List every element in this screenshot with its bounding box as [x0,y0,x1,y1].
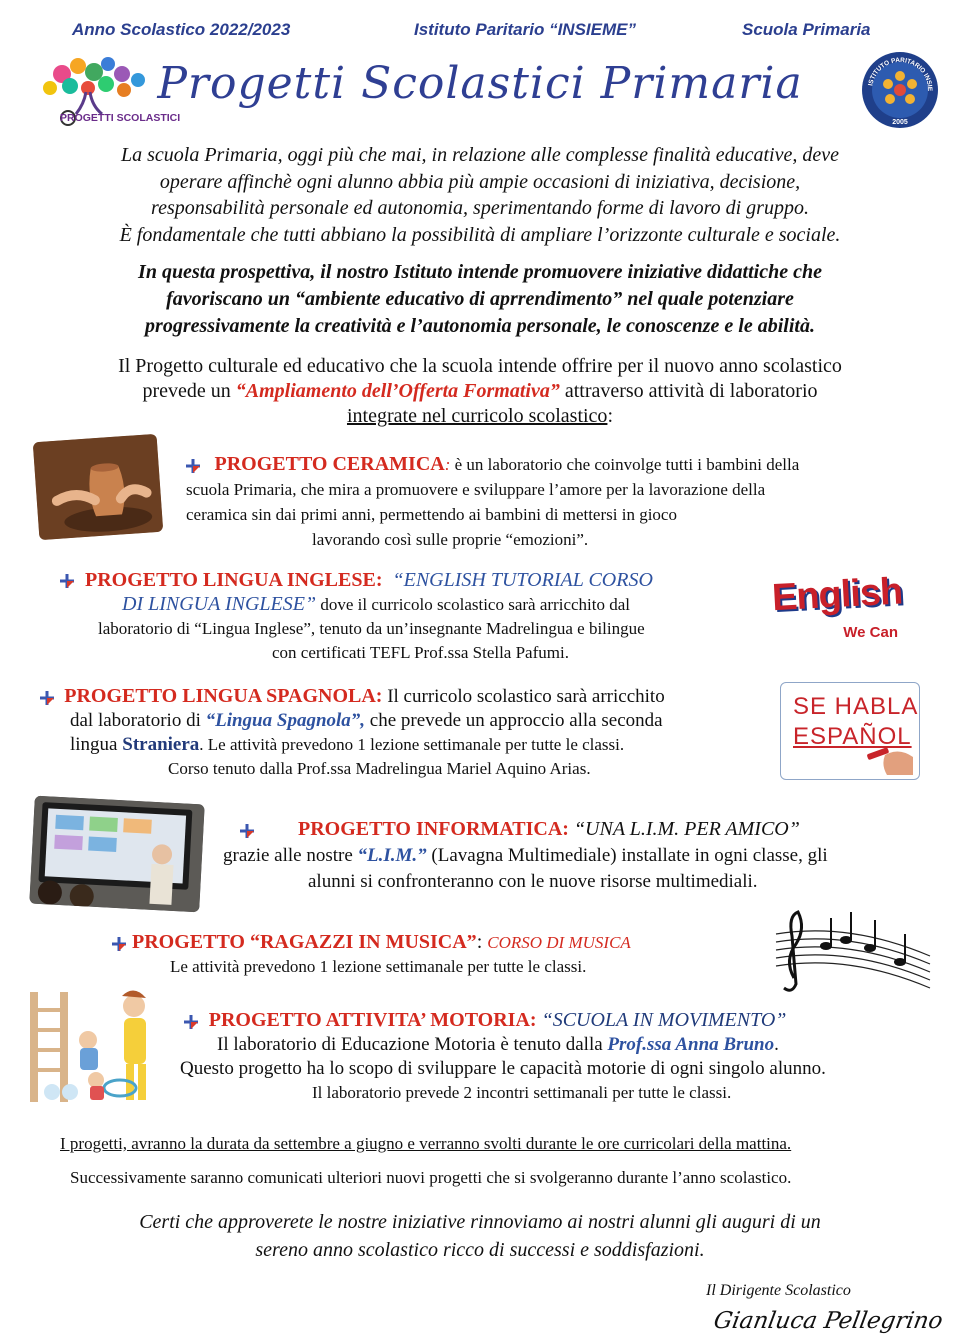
statement-line: progressivamente la creatività e l’autonomia personale, le conoscenze e le abilità. [145,315,815,337]
motoria-highlight: Prof.ssa Anna Bruno [607,1034,775,1055]
offer-line: Il Progetto culturale ed educativo che la scuola intende offrire per il nuovo anno scolastico [118,355,842,377]
informatica-title: PROGETTO INFORMATICA: [298,818,569,840]
inglese-line: laboratorio di “Lingua Inglese”, tenuto da un’insegnante Madrelingua e bilingue [98,619,645,638]
principal-signature: Gianluca Pellegrino [711,1308,945,1334]
wishes-paragraph [0,1208,960,1264]
inglese-title: PROGETTO LINGUA INGLESE: [85,569,383,591]
wishes-line: sereno anno scolastico ricco di successi e soddisfazioni. [255,1239,705,1261]
institute-name: Istituto Paritario “INSIEME” [414,20,636,39]
seal-text: ISTITUTO PARITARIO INSIE [867,56,934,92]
istituto-insieme-seal [860,50,940,130]
musica-sep: : [476,931,488,953]
english-badge [770,570,904,648]
motoria-subtitle: “SCUOLA IN MOVIMENTO” [536,1009,787,1031]
intro-line: responsabilità personale ed autonomia, sperimentando forme di lavoro di gruppo. [151,197,809,219]
informatica-section [223,816,930,895]
musica-title: PROGETTO “RAGAZZI IN MUSICA” [132,931,477,953]
musica-subtitle: CORSO DI MUSICA [487,933,631,952]
page-title: Progetti Scolastici Primaria [157,58,803,109]
offer-text: prevede un [142,380,236,402]
ceramica-line: scuola Primaria, che mira a promuovere e sviluppare l’amore per la lavorazione della [186,480,766,499]
bullet-icon [240,824,254,838]
statement-paragraph [0,259,960,340]
seal-year: 2005 [892,119,908,126]
spagnola-title: PROGETTO LINGUA SPAGNOLA: [64,685,383,707]
spagnola-line: Corso tenuto dalla Prof.ssa Madrelingua Mariel Aquino Arias. [168,759,591,778]
motoria-text: . [774,1034,779,1055]
ceramica-title: PROGETTO CERAMICA [214,453,445,475]
bullet-icon [184,1015,198,1029]
ceramica-line: lavorando così sulle proprie “emozioni”. [312,530,589,549]
statement-line: In questa prospettiva, il nostro Istituto intende promuovere iniziative didattiche che [138,261,822,283]
intro-line: operare affinchè ogni alunno abbia più ampie occasioni di iniziativa, decisione, [159,170,801,193]
inglese-line: con certificati TEFL Prof.ssa Stella Pafumi. [272,643,569,662]
spagnola-text: dal laboratorio di [70,710,206,731]
informatica-photo [29,796,204,913]
offer-underlined: integrate nel curricolo scolastico [346,405,608,427]
english-badge-word: English [770,570,904,620]
motoria-title: PROGETTO ATTIVITA’ MOTORIA: [208,1009,537,1031]
informatica-line: alunni si confronteranno con le nuove risorse multimediali. [308,871,758,892]
intro-paragraph [0,142,960,248]
informatica-text: grazie alle nostre [223,845,358,866]
ceramica-section [186,452,926,552]
motoria-illustration [26,984,166,1106]
spanish-badge [780,682,920,780]
spagnola-highlight: “Lingua Spagnola”, [205,710,366,731]
intro-line: La scuola Primaria, oggi più che mai, in relazione alle complesse finalità educative, deve [120,144,840,166]
motoria-text: Il laboratorio di Educazione Motoria è tenuto dalla [217,1034,608,1055]
offer-line [0,379,960,404]
ceramica-sep: : [444,455,455,474]
informatica-text: (Lavagna Multimediale) installate in ogni classe, gli [426,845,828,866]
school-level: Scuola Primaria [742,20,871,39]
duration-note: I progetti, avranno la durata da settembre a giugno e verranno svolti durante le ore curricolari della mattina. [60,1134,792,1153]
offer-highlight: “Ampliamento dell’Offerta Formativa” [235,380,560,402]
offer-text: attraverso attività di laboratorio [559,380,818,402]
intro-line: È fondamentale che tutti abbiano la possibilità di ampliare l’orizzonte culturale e sociale. [119,223,841,246]
marker-hand-icon [865,741,917,777]
spagnola-strong: Straniera [122,734,200,755]
wishes-line: Certi che approverete le nostre iniziative rinnoviamo ai nostri alunni gli auguri di un [139,1211,821,1233]
ceramica-line: ceramica sin dai primi anni, permettendo ai bambini di mettersi in gioco [186,505,677,524]
offer-line [0,404,960,429]
bullet-icon [40,691,54,705]
spanish-badge-line: SE HABLA [793,693,919,720]
music-notes-icon [770,898,936,996]
school-year: Anno Scolastico 2022/2023 [72,20,291,39]
future-note: Successivamente saranno comunicati ulteriori nuovi progetti che si svolgeranno durante l’anno scolastico. [70,1168,792,1187]
inglese-subtitle: “ENGLISH TUTORIAL CORSO [392,569,653,591]
inglese-subtitle: DI LINGUA INGLESE” [122,593,317,615]
offer-paragraph [0,354,960,429]
ceramica-line: è un laboratorio che coinvolge tutti i bambini della [454,455,800,474]
musica-line: Le attività prevedono 1 lezione settimanale per tutte le classi. [170,957,587,976]
english-badge-sub: We Can [843,624,898,641]
statement-line: favoriscano un “ambiente educativo di aprrendimento” nel quale potenziare [166,288,794,310]
spagnola-text: che prevede un approccio alla seconda [365,710,663,731]
principal-role: Il Dirigente Scolastico [706,1282,851,1299]
bullet-icon [60,574,74,588]
musica-section [112,930,752,979]
bullet-icon [186,459,200,473]
spagnola-line: Il curricolo scolastico sarà arricchito [382,686,665,707]
ceramica-photo [33,434,164,540]
logo-left-label: PROGETTI SCOLASTICI [60,112,181,124]
motoria-line: Questo progetto ha lo scopo di sviluppare le capacità motorie di ogni singolo alunno. [180,1058,826,1079]
informatica-highlight: “L.I.M.” [357,845,427,866]
informatica-subtitle: “UNA L.I.M. PER AMICO” [568,818,800,840]
spagnola-text: . Le attività prevedono 1 lezione settimanale per tutte le classi. [199,735,625,754]
offer-text: : [607,405,613,427]
motoria-line: Il laboratorio prevede 2 incontri settimanali per tutte le classi. [312,1083,732,1102]
inglese-section [60,568,780,665]
spanish-badge-line: ESPAÑOL [793,723,912,750]
spagnola-section [40,684,770,781]
spagnola-text: lingua [70,734,123,755]
motoria-section [180,1008,920,1105]
bullet-icon [112,937,126,951]
inglese-line: dove il curricolo scolastico sarà arricchito dal [316,595,630,614]
